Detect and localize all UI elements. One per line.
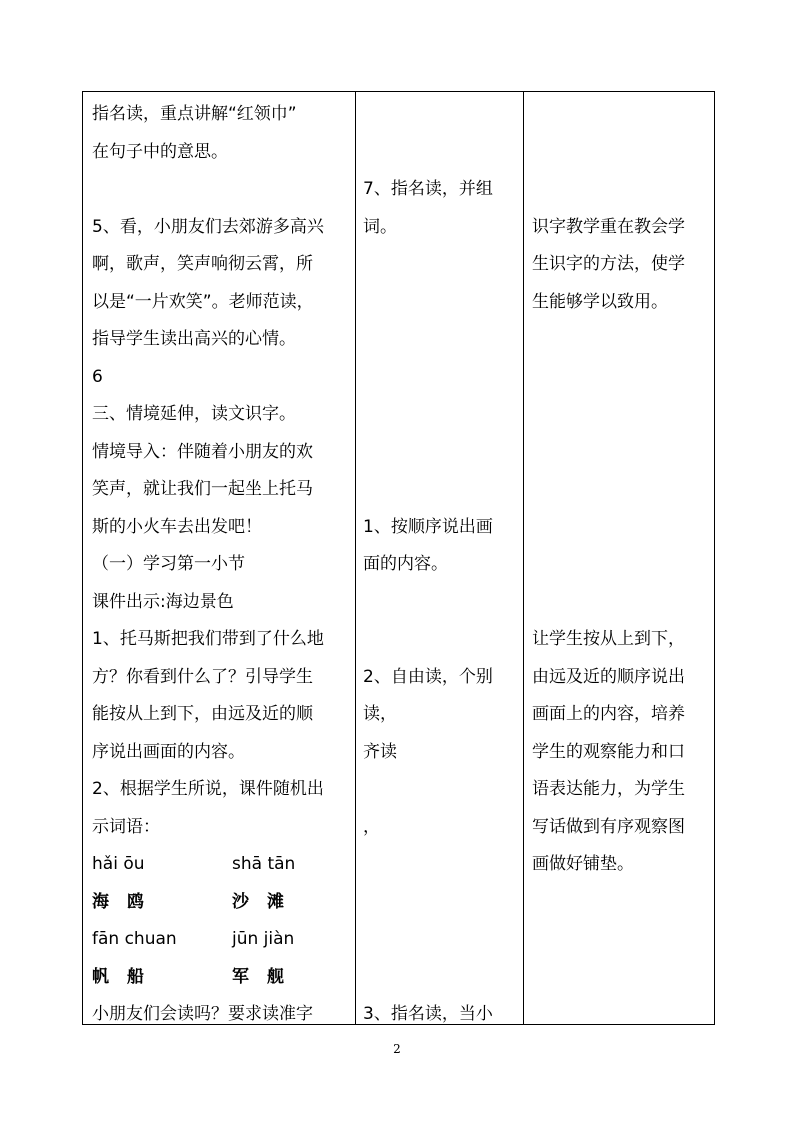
- col2-line: 面的内容。: [363, 554, 448, 574]
- pinyin-fanchuan: fān chuan: [92, 929, 177, 949]
- col3-line: 学生的观察能力和口: [532, 742, 685, 762]
- word-junjian: 军 舰: [232, 967, 285, 987]
- subsection-heading: （一）学习第一小节: [92, 554, 245, 574]
- col3-line: 写话做到有序观察图: [532, 817, 685, 837]
- col3-line: 生识字的方法，使学: [532, 254, 685, 274]
- col2-line: 7、指名读，并组: [363, 179, 493, 199]
- col1-line: 在句子中的意思。: [92, 142, 228, 162]
- col1-line: 斯的小火车去出发吧！: [92, 517, 262, 537]
- col2-line: 1、按顺序说出画: [363, 517, 493, 537]
- col2-line: 3、指名读，当小: [363, 1004, 493, 1024]
- col1-line: 以是“一片欢笑”。老师范读，: [92, 292, 314, 312]
- col1-line: 方？你看到什么了？引导学生: [92, 667, 313, 687]
- col3-line: 画面上的内容，培养: [532, 704, 685, 724]
- col2-line: 齐读: [363, 742, 397, 762]
- col2-line: 词。: [363, 217, 397, 237]
- page-number: 2: [393, 1042, 401, 1056]
- col3-line: 让学生按从上到下，: [532, 629, 685, 649]
- pinyin-junjian: jūn jiàn: [232, 929, 295, 949]
- col3-line: 由远及近的顺序说出: [532, 667, 685, 687]
- word-haiou: 海 鸥: [92, 892, 145, 912]
- word-shatan: 沙 滩: [232, 892, 285, 912]
- col1-line: 小朋友们会读吗？要求读准字: [92, 1004, 313, 1024]
- col1-line: 指名读，重点讲解“红领巾”: [92, 104, 297, 124]
- pinyin-haiou: hǎi ōu: [92, 854, 145, 874]
- col1-line: 笑声，就让我们一起坐上托马: [92, 479, 313, 499]
- col3-line: 语表达能力，为学生: [532, 779, 685, 799]
- col1-line: 课件出示:海边景色: [92, 592, 234, 612]
- col1-line: 1、托马斯把我们带到了什么地: [92, 629, 324, 649]
- col1-line: 序说出画面的内容。: [92, 742, 245, 762]
- section-heading: 三、情境延伸，读文识字。: [92, 404, 296, 424]
- col3-line: 识字教学重在教会学: [532, 217, 685, 237]
- col3-line: 画做好铺垫。: [532, 854, 634, 874]
- col2-line: 2、自由读，个别: [363, 667, 493, 687]
- col3-line: 生能够学以致用。: [532, 292, 668, 312]
- pinyin-shatan: shā tān: [232, 854, 296, 874]
- col1-line: 啊，歌声，笑声响彻云霄，所: [92, 254, 313, 274]
- col1-line: 5、看，小朋友们去郊游多高兴: [92, 217, 324, 237]
- col1-line: 2、根据学生所说，课件随机出: [92, 779, 324, 799]
- col2-line: 读，: [363, 704, 397, 724]
- word-fanchuan: 帆 船: [92, 967, 145, 987]
- column-divider-2: [523, 92, 524, 1024]
- col1-line: 情境导入：伴随着小朋友的欢: [92, 442, 313, 462]
- col2-line: ，: [363, 817, 380, 837]
- col1-line: 指导学生读出高兴的心情。: [92, 329, 296, 349]
- col1-line: 能按从上到下，由远及近的顺: [92, 704, 313, 724]
- col1-line: 示词语：: [92, 817, 160, 837]
- col1-line: 6: [92, 367, 103, 387]
- column-divider-1: [355, 92, 356, 1024]
